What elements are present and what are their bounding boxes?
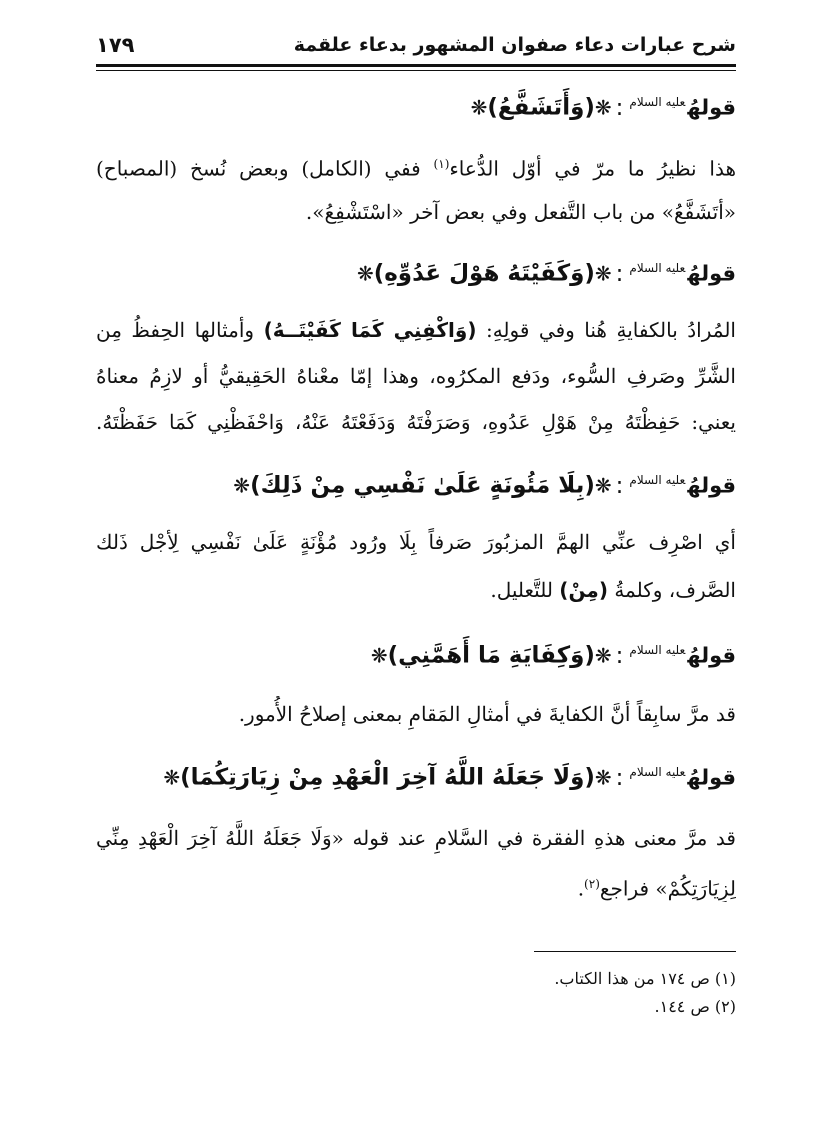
section-heading xyxy=(371,630,736,670)
line-text: للتَّعليل. xyxy=(490,578,560,602)
paragraph-line xyxy=(96,866,736,902)
star-ornament-close: ❋ xyxy=(356,261,374,286)
running-head xyxy=(96,30,736,60)
star-ornament-open: ❋ xyxy=(594,261,612,286)
paragraph-line xyxy=(96,312,736,348)
footnote: (٢) ص ١٤٤. xyxy=(654,997,736,1016)
running-title: شرح عبارات دعاء صفوان المشهور بدعاء علقمة xyxy=(293,34,736,56)
section-heading xyxy=(357,248,736,288)
line-text: وأمثالها الحِفظُ مِن xyxy=(96,318,264,342)
paragraph-line xyxy=(96,146,736,182)
qawluhu-label: قولهُ xyxy=(687,95,736,120)
heading-colon: : xyxy=(615,260,624,287)
star-ornament-open: ❋ xyxy=(594,765,612,790)
star-ornament-close: ❋ xyxy=(370,643,388,668)
footnote-ref: (٢) xyxy=(584,877,600,891)
inline-quote: (وَاكْفِنِي كَمَا كَفَيْتَــهُ) xyxy=(263,318,477,342)
qawluhu-label: قولهُ xyxy=(687,473,736,498)
star-ornament-close: ❋ xyxy=(470,95,488,120)
paragraph-line: «أتَشَفَّعُ» من باب التَّفعل وفي بعض آخر «اسْتَشْفِعُ». xyxy=(305,200,736,224)
heading-quote: (وَأَتَشَفَّعُ) xyxy=(487,94,595,121)
star-ornament-open: ❋ xyxy=(594,95,612,120)
paragraph-line: أي اصْرِف عنِّي الهمَّ المزبُورَ صَرفاً بِلَا ورُود مُؤْنَةٍ عَلَىٰ نَفْسِي لِأجْل ذَلك xyxy=(96,530,736,554)
paragraph-line: الشَّرِّ وصَرفِ السُّوء، ودَفع المكرُوه، وهذا إمّا معْناهُ الحَقِيقيُّ أو لازِمُ معناهُ xyxy=(96,364,736,388)
heading-quote: (وَلَا جَعَلَهُ اللَّهُ آخِرَ الْعَهْدِ مِنْ زِيَارَتِكُمَا) xyxy=(180,764,595,791)
line-text: ففي (الكامل) وبعض نُسخِ (المصباح) xyxy=(96,156,434,181)
honorific-ligature: عليه السلام xyxy=(629,95,686,109)
line-text: هذا نظيرُ ما مرّ في أوّل الدُّعاء xyxy=(449,156,736,181)
footnote-separator xyxy=(534,951,736,952)
inline-quote: (مِنْ) xyxy=(559,578,608,602)
heading-colon: : xyxy=(615,94,624,121)
paragraph-line: يعني: حَفِظْتَهُ مِنْ هَوْلِ عَدُوهِ، وَصَرَفْتَهُ وَدَفَعْتَهُ عَنْهُ، وَاحْفَظْنِي كَمَا حَفَظْتَهُ. xyxy=(96,410,736,434)
section-heading xyxy=(233,460,736,500)
footnote: (١) ص ١٧٤ من هذا الكتاب. xyxy=(554,969,736,988)
heading-colon: : xyxy=(615,764,624,791)
paragraph-line: قد مرَّ سابِقاً أنَّ الكفايةَ في أمثالِ المَقامِ بمعنى إصلاحُ الأُمور. xyxy=(238,702,736,726)
header-rule-thin xyxy=(96,70,736,71)
qawluhu-label: قولهُ xyxy=(687,765,736,790)
line-text: الصَّرف، وكلمةُ xyxy=(607,578,736,602)
heading-quote: (وَكَفَيْتَهُ هَوْلَ عَدُوِّهِ) xyxy=(373,260,595,287)
honorific-ligature: عليه السلام xyxy=(629,473,686,487)
paragraph-line xyxy=(96,572,736,608)
heading-quote: (بِلَا مَئُونَةٍ عَلَىٰ نَفْسِي مِنْ ذَلِكَ) xyxy=(250,472,595,499)
star-ornament-open: ❋ xyxy=(594,643,612,668)
heading-colon: : xyxy=(615,472,624,499)
header-rule-thick xyxy=(96,64,736,67)
star-ornament-close: ❋ xyxy=(163,765,181,790)
star-ornament-open: ❋ xyxy=(594,473,612,498)
honorific-ligature: عليه السلام xyxy=(629,261,686,275)
heading-quote: (وَكِفَايَةِ مَا أَهَمَّنِي) xyxy=(387,642,595,669)
line-text: . xyxy=(577,876,585,901)
section-heading xyxy=(471,82,736,122)
page-number: ١٧٩ xyxy=(96,33,135,57)
qawluhu-label: قولهُ xyxy=(687,261,736,286)
paragraph-line: قد مرَّ معنى هذهِ الفقرة في السَّلامِ عند قوله «وَلَا جَعَلَهُ اللَّهُ آخِرَ الْعَهْدِ مِنِّي xyxy=(96,826,736,850)
honorific-ligature: عليه السلام xyxy=(629,643,686,657)
heading-colon: : xyxy=(615,642,624,669)
star-ornament-close: ❋ xyxy=(233,473,251,498)
line-text: لِزِيَارَتِكُمْ» فراجع xyxy=(599,876,736,901)
line-text: المُرادُ بالكفايةِ هُنا وفي قولِهِ: xyxy=(476,318,736,342)
honorific-ligature: عليه السلام xyxy=(629,765,686,779)
qawluhu-label: قولهُ xyxy=(687,643,736,668)
footnote-ref: (١) xyxy=(433,157,450,171)
section-heading xyxy=(163,752,736,792)
